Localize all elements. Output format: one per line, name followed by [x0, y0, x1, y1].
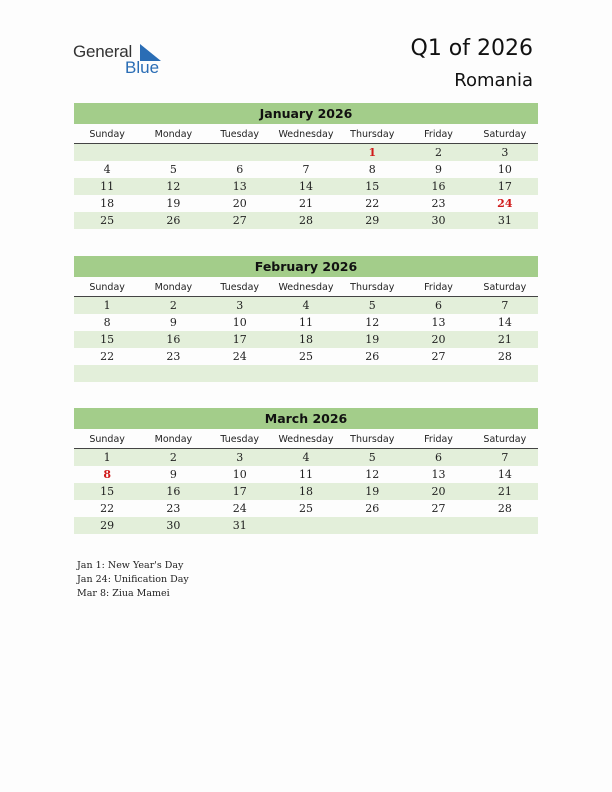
country-name: Romania: [454, 70, 533, 91]
weekday-label: Saturday: [483, 129, 527, 140]
day-cell: 17: [232, 333, 247, 346]
day-cell: 11: [298, 468, 313, 481]
day-cell: 8: [368, 163, 376, 176]
day-cell: 18: [100, 197, 115, 210]
day-cell: 29: [365, 214, 380, 227]
day-cell: 28: [298, 214, 313, 227]
week-row: [74, 314, 538, 331]
week-row: [74, 483, 538, 500]
week-row: [74, 161, 538, 178]
month-february: [74, 256, 538, 382]
day-cell: 12: [365, 468, 380, 481]
day-cell: 10: [497, 163, 512, 176]
day-cell: 13: [431, 316, 446, 329]
day-cell: 23: [166, 350, 181, 363]
day-cell: 5: [169, 163, 177, 176]
month-header: March 2026: [74, 408, 538, 429]
day-cell: 13: [431, 468, 446, 481]
weekday-label: Friday: [424, 434, 453, 445]
day-cell: [472, 517, 538, 534]
day-cell: 27: [431, 350, 446, 363]
week-row: [74, 331, 538, 348]
day-cell: 4: [302, 451, 310, 464]
weekday-label: Monday: [154, 282, 193, 293]
week-row: [74, 212, 538, 229]
day-cell: 28: [497, 350, 512, 363]
day-cell: [140, 365, 206, 382]
day-cell: 2: [169, 451, 177, 464]
weekday-header-row: [74, 431, 538, 449]
day-cell: 11: [298, 316, 313, 329]
weekday-label: Sunday: [89, 282, 125, 293]
day-cell: 12: [166, 180, 181, 193]
weekday-label: Friday: [424, 129, 453, 140]
day-cell: 14: [497, 468, 512, 481]
day-cell: 16: [166, 333, 181, 346]
holiday-day-cell: 1: [368, 146, 377, 159]
week-row: [74, 517, 538, 534]
week-row: [74, 297, 538, 314]
day-cell: 30: [166, 519, 181, 532]
day-cell: [405, 517, 471, 534]
day-cell: 9: [169, 316, 177, 329]
day-cell: 5: [368, 451, 376, 464]
weekday-label: Tuesday: [220, 434, 260, 445]
day-cell: 31: [232, 519, 247, 532]
day-cell: 19: [166, 197, 181, 210]
day-cell: 21: [497, 333, 512, 346]
day-cell: 23: [166, 502, 181, 515]
day-cell: 11: [100, 180, 115, 193]
day-cell: [273, 517, 339, 534]
day-cell: 3: [236, 451, 244, 464]
day-cell: [140, 144, 206, 161]
day-cell: [74, 365, 140, 382]
week-row: [74, 466, 538, 483]
day-cell: 8: [103, 316, 111, 329]
week-row: [74, 348, 538, 365]
holiday-note: Jan 24: Unification Day: [77, 574, 189, 585]
day-cell: 2: [169, 299, 177, 312]
weekday-header-row: [74, 126, 538, 144]
week-row: [74, 500, 538, 517]
week-row: [74, 365, 538, 382]
weekday-label: Wednesday: [278, 282, 334, 293]
weekday-label: Tuesday: [220, 282, 260, 293]
day-cell: 21: [497, 485, 512, 498]
day-cell: 4: [103, 163, 111, 176]
day-cell: [472, 365, 538, 382]
day-cell: 14: [497, 316, 512, 329]
day-cell: 27: [431, 502, 446, 515]
day-cell: 22: [100, 350, 115, 363]
day-cell: 6: [435, 451, 443, 464]
day-cell: [273, 144, 339, 161]
month-header: February 2026: [74, 256, 538, 277]
day-cell: 20: [431, 485, 446, 498]
weekday-label: Wednesday: [278, 434, 334, 445]
day-cell: 29: [100, 519, 115, 532]
day-cell: 2: [435, 146, 443, 159]
day-cell: 19: [365, 485, 380, 498]
weekday-label: Monday: [154, 434, 193, 445]
day-cell: 1: [103, 299, 111, 312]
day-cell: 7: [501, 451, 509, 464]
day-cell: [207, 365, 273, 382]
day-cell: 16: [431, 180, 446, 193]
day-cell: [339, 365, 405, 382]
day-cell: 26: [166, 214, 181, 227]
day-cell: 15: [365, 180, 380, 193]
day-cell: 3: [501, 146, 509, 159]
day-cell: 24: [232, 350, 247, 363]
day-cell: 14: [298, 180, 313, 193]
day-cell: 25: [100, 214, 115, 227]
day-cell: 12: [365, 316, 380, 329]
weekday-label: Thursday: [350, 282, 395, 293]
holiday-day-cell: 8: [103, 468, 111, 481]
weekday-label: Sunday: [89, 129, 125, 140]
weekday-label: Monday: [154, 129, 193, 140]
weekday-label: Friday: [424, 282, 453, 293]
month-march: [74, 408, 538, 534]
day-cell: 27: [232, 214, 247, 227]
day-cell: 7: [501, 299, 509, 312]
day-cell: 31: [497, 214, 512, 227]
quarter-title: Q1 of 2026: [410, 36, 533, 61]
week-row: [74, 144, 538, 161]
weekday-label: Saturday: [483, 434, 527, 445]
day-cell: [74, 144, 140, 161]
day-cell: 22: [365, 197, 380, 210]
day-cell: 10: [232, 316, 247, 329]
month-january: [74, 103, 538, 229]
day-cell: [405, 365, 471, 382]
day-cell: 18: [298, 485, 313, 498]
day-cell: 9: [169, 468, 177, 481]
day-cell: 30: [431, 214, 446, 227]
day-cell: 21: [298, 197, 313, 210]
logo-blue-text: Blue: [125, 58, 160, 77]
day-cell: 6: [236, 163, 244, 176]
day-cell: 20: [232, 197, 247, 210]
day-cell: 24: [232, 502, 247, 515]
weekday-label: Thursday: [350, 434, 395, 445]
day-cell: 13: [232, 180, 247, 193]
day-cell: 15: [100, 333, 115, 346]
day-cell: [339, 517, 405, 534]
day-cell: 17: [497, 180, 512, 193]
day-cell: 6: [435, 299, 443, 312]
day-cell: 10: [232, 468, 247, 481]
day-cell: 17: [232, 485, 247, 498]
day-cell: [273, 365, 339, 382]
weekday-label: Tuesday: [220, 129, 260, 140]
day-cell: 18: [298, 333, 313, 346]
holiday-note: Jan 1: New Year's Day: [77, 560, 184, 571]
day-cell: 15: [100, 485, 115, 498]
day-cell: 22: [100, 502, 115, 515]
week-row: [74, 449, 538, 466]
month-header: January 2026: [74, 103, 538, 124]
day-cell: 25: [298, 502, 313, 515]
day-cell: 1: [103, 451, 111, 464]
logo-general-text: General: [73, 42, 133, 61]
day-cell: 28: [497, 502, 512, 515]
day-cell: 20: [431, 333, 446, 346]
holiday-notes: [77, 559, 189, 601]
day-cell: 19: [365, 333, 380, 346]
weekday-label: Wednesday: [278, 129, 334, 140]
generalblue-logo: [73, 42, 160, 77]
day-cell: 26: [365, 502, 380, 515]
day-cell: 26: [365, 350, 380, 363]
day-cell: 4: [302, 299, 310, 312]
weekday-header-row: [74, 279, 538, 297]
holiday-day-cell: 24: [497, 197, 513, 210]
day-cell: 16: [166, 485, 181, 498]
day-cell: 3: [236, 299, 244, 312]
day-cell: [207, 144, 273, 161]
day-cell: 5: [368, 299, 376, 312]
day-cell: 25: [298, 350, 313, 363]
weekday-label: Thursday: [350, 129, 395, 140]
weekday-label: Sunday: [89, 434, 125, 445]
day-cell: 23: [431, 197, 446, 210]
day-cell: 9: [435, 163, 443, 176]
week-row: [74, 195, 538, 212]
day-cell: 7: [302, 163, 310, 176]
weekday-label: Saturday: [483, 282, 527, 293]
holiday-note: Mar 8: Ziua Mamei: [77, 588, 170, 599]
week-row: [74, 178, 538, 195]
